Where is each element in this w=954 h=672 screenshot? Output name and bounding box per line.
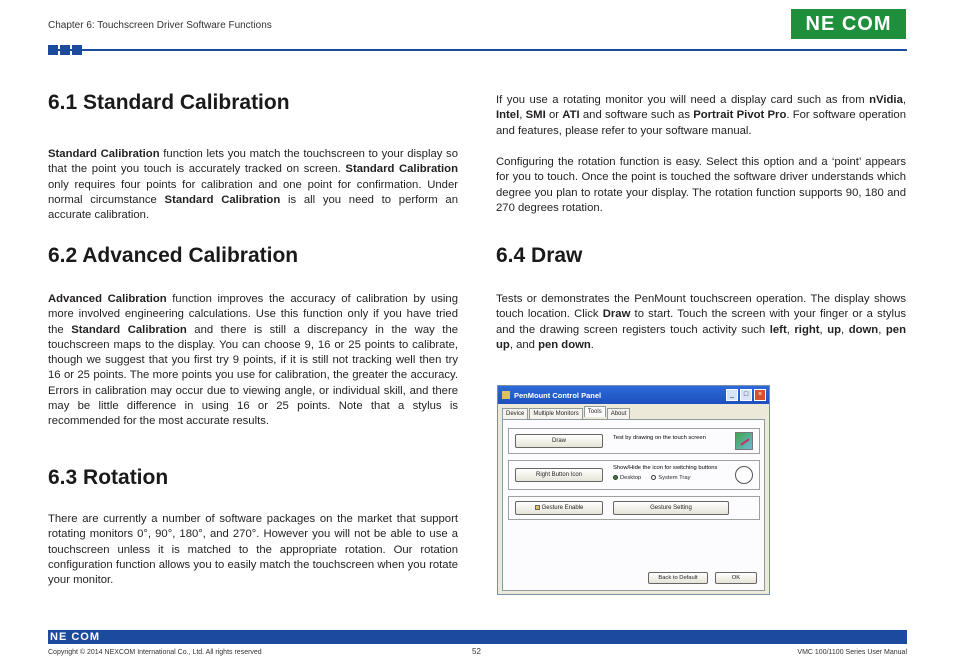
maximize-icon: □ xyxy=(740,389,752,401)
back-to-default-button: Back to Default xyxy=(648,572,708,584)
radio-off-icon xyxy=(651,475,656,480)
ok-button: OK xyxy=(715,572,757,584)
radio-desktop: Desktop xyxy=(613,475,641,481)
radio-system-tray: System Tray xyxy=(651,475,690,481)
draw-row xyxy=(508,428,760,454)
right-button-icon-button: Right Button Icon xyxy=(515,468,603,482)
nexcom-logo xyxy=(791,9,906,39)
app-icon xyxy=(502,391,510,399)
tab-strip xyxy=(502,408,631,419)
tab-device: Device xyxy=(502,408,528,419)
gesture-enable-checkbox: Gesture Enable xyxy=(515,501,603,515)
window-title: PenMount Control Panel xyxy=(514,390,602,400)
heading-advanced-calibration: 6.2 Advanced Calibration xyxy=(48,244,299,267)
checkbox-icon xyxy=(535,505,540,510)
footer-logo: NE COM xyxy=(50,631,100,643)
tab-multiple-monitors: Multiple Monitors xyxy=(529,408,582,419)
window-controls xyxy=(726,389,766,401)
draw-button: Draw xyxy=(515,434,603,448)
logo-text: NE COM xyxy=(805,12,892,35)
heading-standard-calibration: 6.1 Standard Calibration xyxy=(48,91,290,114)
icon-location-radios xyxy=(613,475,690,481)
paragraph-draw: Tests or demonstrates the PenMount touchscreen operation. The display shows touch location. Click Draw to start. Touch the screen with your finger or a stylus and the drawing screen registers touch activity such left, right, up, down, pen up, and pen down. xyxy=(496,293,907,351)
manual-title: VMC 100/1100 Series User Manual xyxy=(797,649,907,656)
tools-panel xyxy=(502,419,765,591)
gesture-row xyxy=(508,496,760,520)
chapter-title: Chapter 6: Touchscreen Driver Software Functions xyxy=(48,20,272,31)
paragraph-rotation-2: If you use a rotating monitor you will need a display card such as from nVidia, Intel, SMI or ATI and software such as Portrait Pivot Pro. For software operation and features, please refer to your software manual. xyxy=(496,94,906,137)
tab-about: About xyxy=(607,408,631,419)
radio-on-icon xyxy=(613,475,618,480)
penmount-window-screenshot xyxy=(497,385,770,595)
mouse-icon xyxy=(735,466,753,484)
minimize-icon: _ xyxy=(726,389,738,401)
page-number: 52 xyxy=(472,647,481,656)
heading-rotation: 6.3 Rotation xyxy=(48,466,169,489)
right-button-description: Show/Hide the icon for switching buttons xyxy=(613,465,718,471)
heading-draw: 6.4 Draw xyxy=(496,244,583,267)
tab-tools: Tools xyxy=(584,406,606,417)
header-rule xyxy=(48,49,907,51)
footer-bar xyxy=(48,630,907,644)
copyright: Copyright © 2014 NEXCOM International Co., Ltd. All rights reserved xyxy=(48,649,262,656)
close-icon: × xyxy=(754,389,766,401)
draw-description: Test by drawing on the touch screen xyxy=(613,435,706,441)
gesture-setting-button: Gesture Setting xyxy=(613,501,729,515)
draw-icon xyxy=(735,432,753,450)
paragraph-advanced-calibration: Advanced Calibration function improves the accuracy of calibration by using more involved engineering calculations. Use this function only if you have tried the Standard Calibration and there is still a discrepancy in the way the touchscreen maps to the display. You can choose 9, 16 or 25 points to calibrate, though we suggest that you first try 9 points, if it is still not tracking well then try 16 or 25 points. The more points you use for calibration, the greater the accuracy. Errors in calibration may occur due to viewing angle, or individual skill, and there may be little difference in using 16 or 25 points. Note that a stylus is recommended for the most accurate results. xyxy=(48,293,459,428)
right-button-row xyxy=(508,460,760,490)
paragraph-rotation-3: Configuring the rotation function is easy. Select this option and a ‘point’ appears for you to touch. Once the point is touched the software driver understands which degree you plan to rotate your display. The rotation function supports 90, 180 and 270 degrees rotation. xyxy=(496,156,906,214)
paragraph-standard-calibration: Standard Calibration function lets you match the touchscreen to your display so that the point you touch is accurately tracked on screen. Standard Calibration only requires four points for calibration and one point for confirmation. Under normal circumstance Standard Calibration is all you need to perform an accurate calibration. xyxy=(48,148,458,222)
paragraph-rotation-1: There are currently a number of software packages on the market that support rotating monitors 0°, 90°, 180°, and 270°. However you will not be able to use a touchscreen unless it is matched to the appropriate rotation. Our rotation configuration function allows you to easily match the touchscreen when you rotate your monitor. xyxy=(48,513,458,587)
